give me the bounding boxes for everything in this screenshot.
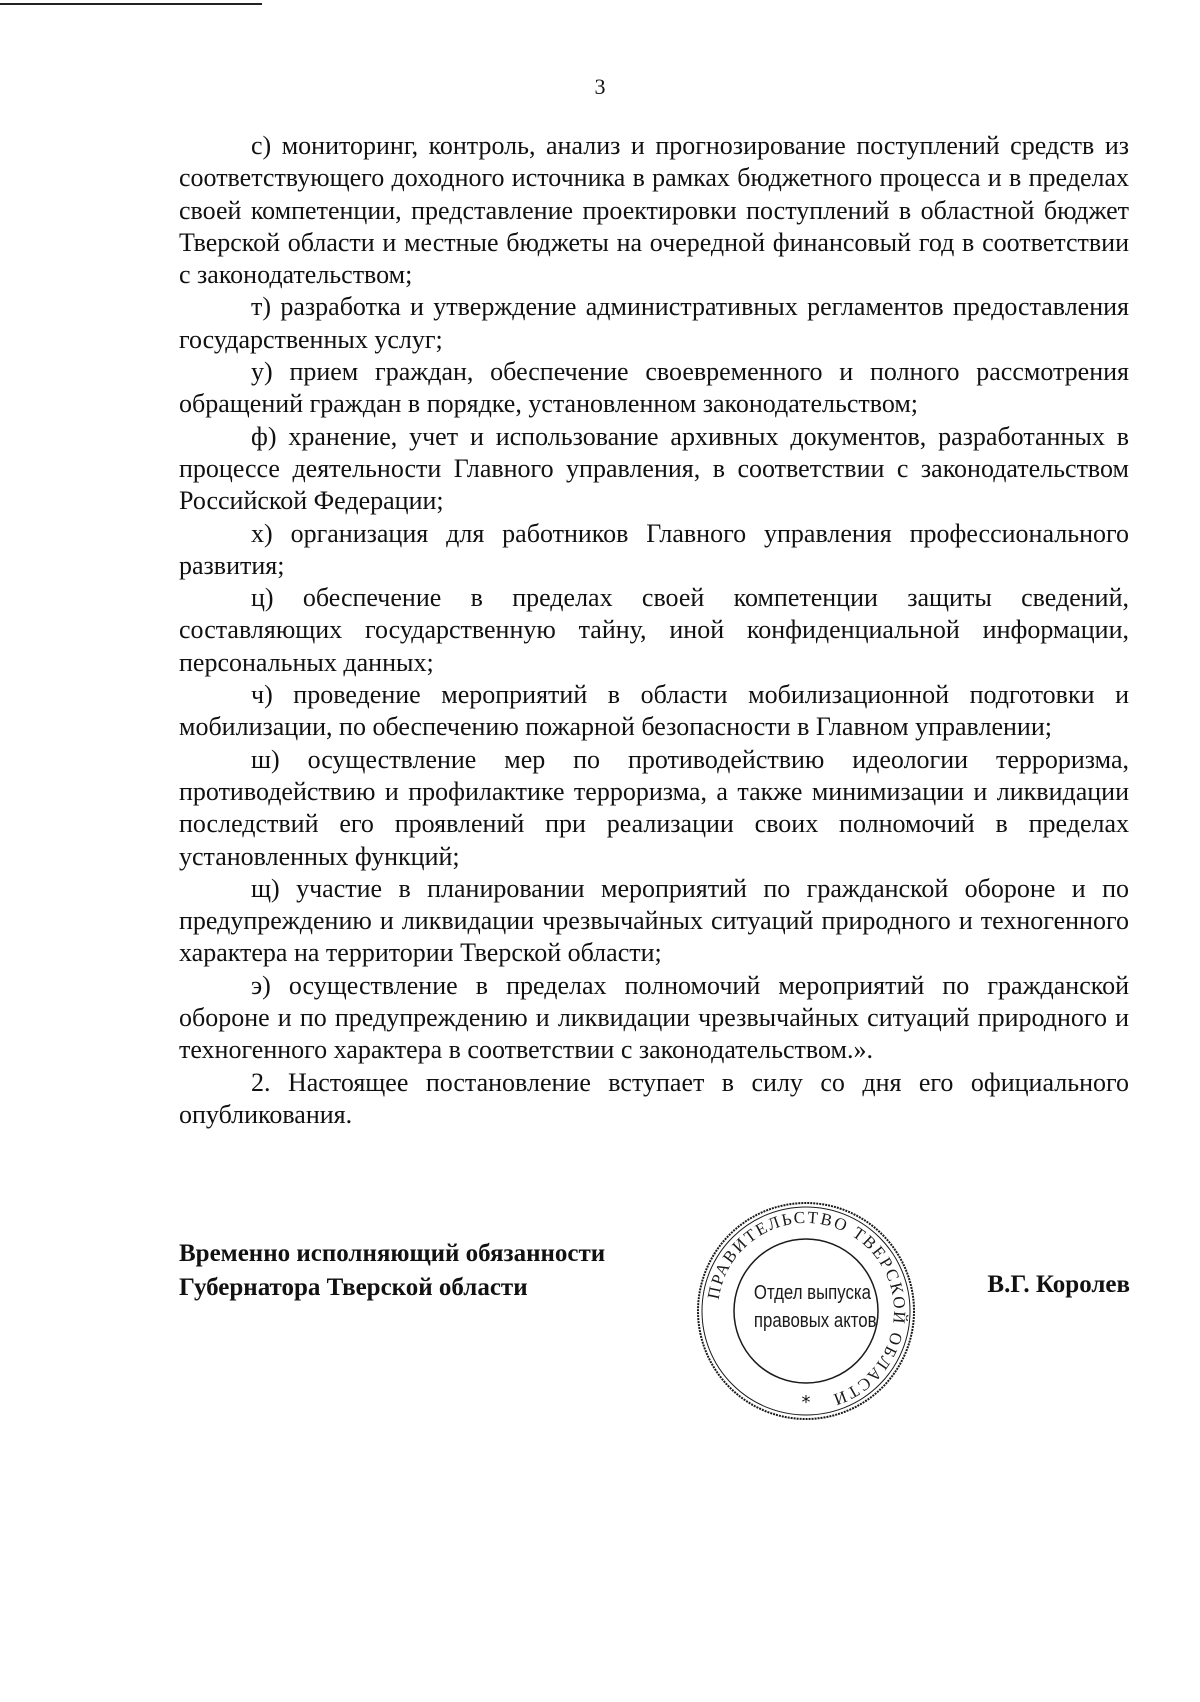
signatory-title-line-2: Губернатора Тверской области (179, 1274, 528, 1301)
paragraph-e: э) осуществление в пределах полномочий мероприятий по гражданской обороне и по предупреждению и ликвидации чрезвычайных ситуаций природного и техногенного характера в соответствии с законодательством.». (179, 970, 1129, 1065)
stamp-star: * (801, 1392, 811, 1413)
paragraph-t: т) разработка и утверждение административных регламентов предоставления государственных услуг; (179, 292, 1129, 354)
top-rule-line (0, 3, 262, 5)
paragraph-kh: х) организация для работников Главного управления профессионального развития; (179, 518, 1129, 580)
official-stamp (692, 1197, 920, 1425)
stamp-inner-line-1: Отдел выпуска (753, 1282, 871, 1304)
stamp-ring-text: ПРАВИТЕЛЬСТВО ТВЕРСКОЙ ОБЛАСТИ (703, 1207, 910, 1410)
stamp-inner-text (753, 1279, 877, 1335)
signatory-title (179, 1237, 605, 1305)
signatory-title-line-1: Временно исполняющий обязанности (179, 1240, 606, 1267)
paragraph-shch: щ) участие в планировании мероприятий по гражданской обороне и по предупреждению и ликвидации чрезвычайных ситуаций природного и техногенного характера на территории Тверской области; (179, 873, 1129, 968)
paragraph-f: ф) хранение, учет и использование архивных документов, разработанных в процессе деятельности Главного управления, в соответствии с законодательством Российской Федерации; (179, 421, 1129, 516)
page-number: 3 (594, 74, 606, 99)
paragraph-ch: ч) проведение мероприятий в области мобилизационной подготовки и мобилизации, по обеспечению пожарной безопасности в Главном управлении; (179, 680, 1129, 742)
paragraph-ts: ц) обеспечение в пределах своей компетенции защиты сведений, составляющих государственную тайну, иной конфиденциальной информации, персональных данных; (179, 583, 1129, 677)
paragraph-u: у) прием граждан, обеспечение своевременного и полного рассмотрения обращений граждан в порядке, установленном законодательством; (179, 357, 1129, 419)
signatory-name: В.Г. Королев (987, 1271, 1130, 1298)
document-body (179, 130, 1129, 1131)
paragraph-sh: ш) осуществление мер по противодействию идеологии терроризма, противодействию и профилактике терроризма, а также минимизации и ликвидации последствий его проявлений при реализации своих полномочий в пределах установленных функций; (179, 744, 1129, 871)
paragraph-s: с) мониторинг, контроль, анализ и прогнозирование поступлений средств из соответствующего доходного источника в рамках бюджетного процесса и в пределах своей компетенции, представление проектировки поступлений в областной бюджет Тверской области и местные бюджеты на очередной финансовый год в соответствии с законодательством; (179, 131, 1129, 290)
paragraph-effective-date: 2. Настоящее постановление вступает в силу со дня его официального опубликования. (179, 1067, 1129, 1129)
stamp-inner-line-2: правовых актов (753, 1310, 877, 1332)
